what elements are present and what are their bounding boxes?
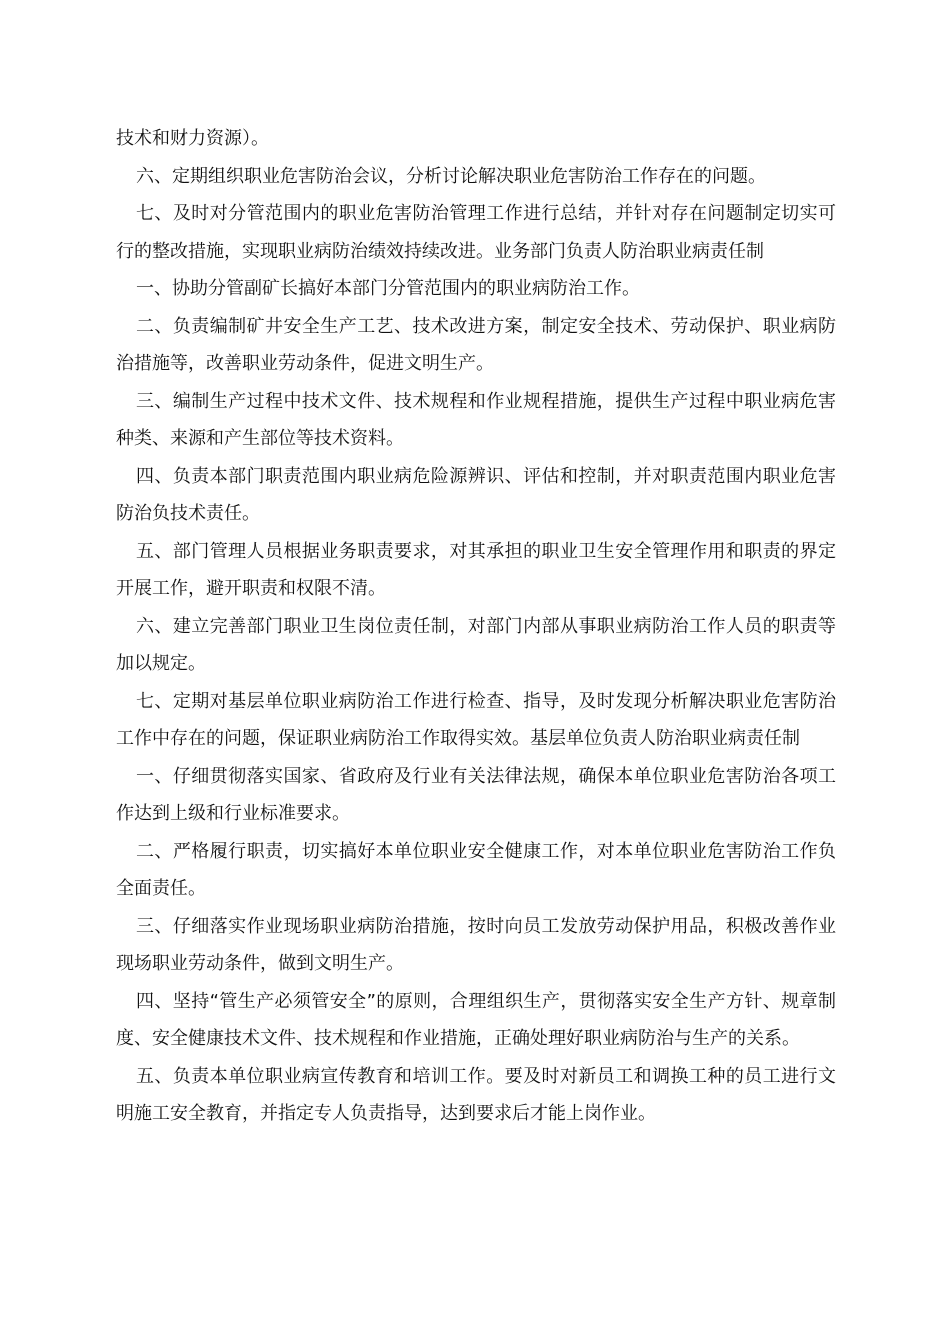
paragraph: 二、严格履行职责，切实搞好本单位职业安全健康工作，对本单位职业危害防治工作负全面责任。: [116, 840, 836, 899]
paragraph: 四、坚持“管生产必须管安全”的原则，合理组织生产，贯彻落实安全生产方针、规章制度、安全健康技术文件、技术规程和作业措施，正确处理好职业病防治与生产的关系。: [116, 990, 836, 1049]
document-body: [116, 120, 836, 1133]
paragraph: 一、协助分管副矿长搞好本部门分管范围内的职业病防治工作。: [136, 278, 640, 299]
paragraph: 七、定期对基层单位职业病防治工作进行检查、指导，及时发现分析解决职业危害防治工作中存在的问题，保证职业病防治工作取得实效。基层单位负责人防治职业病责任制: [116, 690, 836, 749]
paragraph: 三、编制生产过程中技术文件、技术规程和作业规程措施，提供生产过程中职业病危害种类、来源和产生部位等技术资料。: [116, 390, 836, 449]
paragraph: 二、负责编制矿井安全生产工艺、技术改进方案，制定安全技术、劳动保护、职业病防治措施等，改善职业劳动条件，促进文明生产。: [116, 315, 836, 374]
paragraph: 一、仔细贯彻落实国家、省政府及行业有关法律法规，确保本单位职业危害防治各项工作达到上级和行业标准要求。: [116, 765, 836, 824]
paragraph: 四、负责本部门职责范围内职业病危险源辨识、评估和控制，并对职责范围内职业危害防治负技术责任。: [116, 465, 836, 524]
paragraph: 六、定期组织职业危害防治会议，分析讨论解决职业危害防治工作存在的问题。: [136, 165, 766, 187]
paragraph-continuation: 技术和财力资源）。: [116, 128, 269, 149]
paragraph: 三、仔细落实作业现场职业病防治措施，按时向员工发放劳动保护用品，积极改善作业现场职业劳动条件，做到文明生产。: [116, 915, 836, 974]
paragraph: 五、负责本单位职业病宣传教育和培训工作。要及时对新员工和调换工种的员工进行文明施工安全教育，并指定专人负责指导，达到要求后才能上岗作业。: [116, 1065, 836, 1124]
paragraph: 六、建立完善部门职业卫生岗位责任制，对部门内部从事职业病防治工作人员的职责等加以规定。: [116, 615, 836, 674]
paragraph: 五、部门管理人员根据业务职责要求，对其承担的职业卫生安全管理作用和职责的界定开展工作，避开职责和权限不清。: [116, 540, 836, 599]
paragraph: 七、及时对分管范围内的职业危害防治管理工作进行总结，并针对存在问题制定切实可行的整改措施，实现职业病防治绩效持续改进。业务部门负责人防治职业病责任制: [116, 203, 836, 262]
